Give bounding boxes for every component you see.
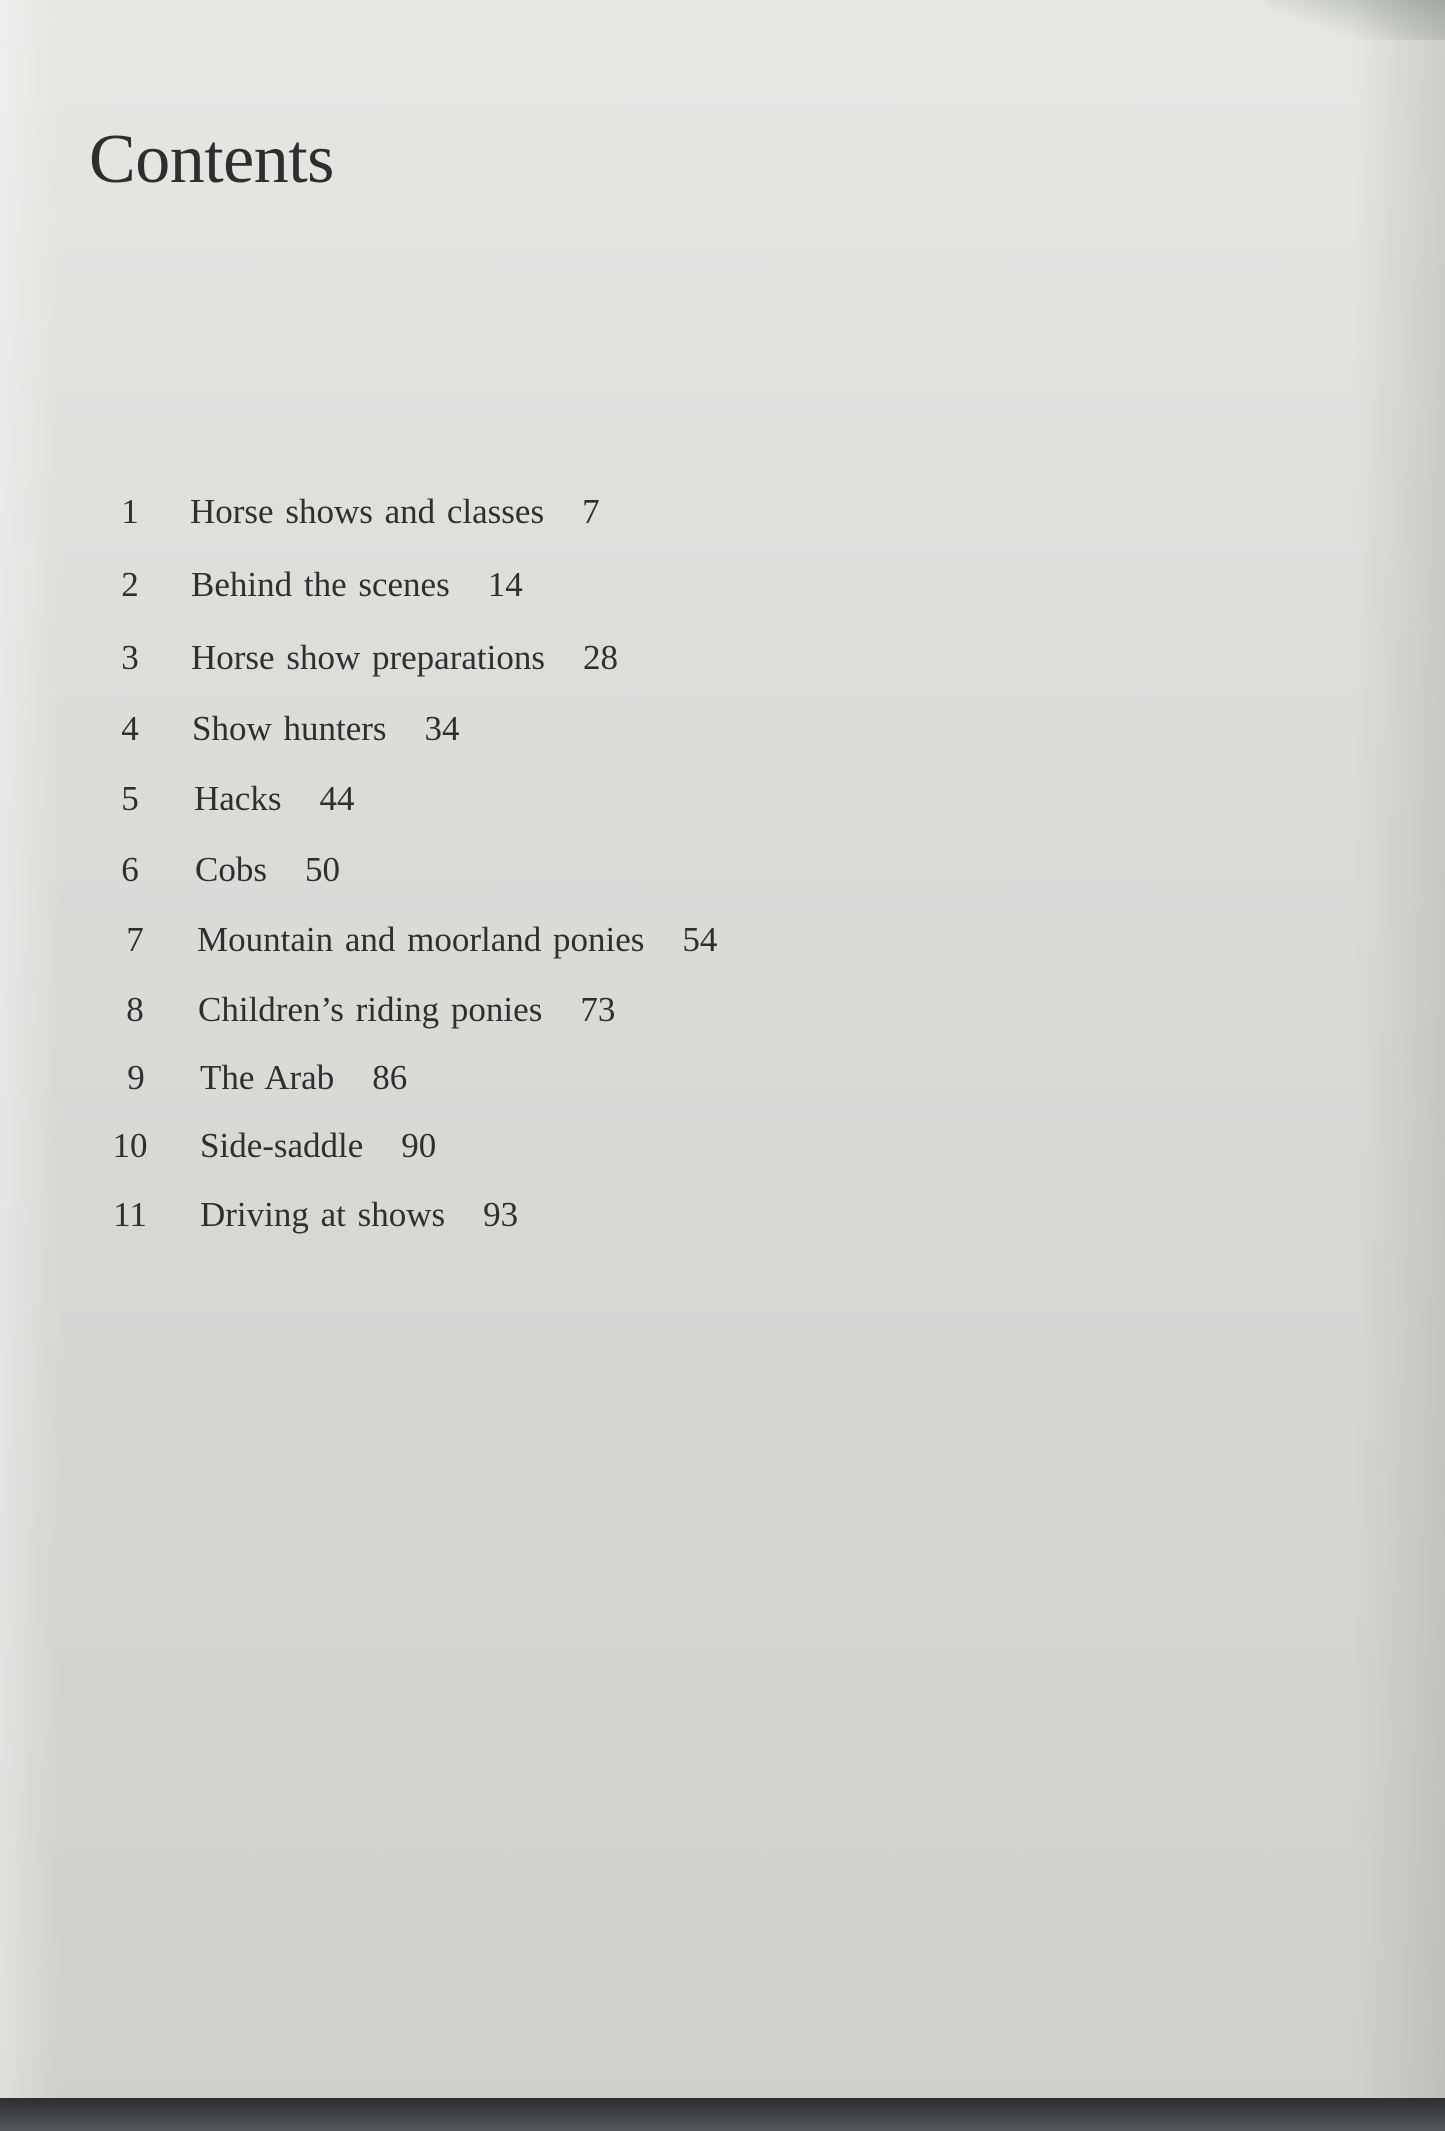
chapter-title: Driving at shows [200, 1195, 446, 1234]
chapter-page-number: 54 [682, 920, 718, 959]
chapter-title: Cobs [195, 850, 267, 889]
chapter-number: 1 [121, 492, 139, 531]
chapter-page-number: 93 [483, 1195, 519, 1234]
chapter-title: Children’s riding ponies [198, 990, 543, 1029]
page-title: Contents [89, 121, 334, 198]
chapter-page-number: 86 [372, 1058, 408, 1097]
page-bottom-edge [0, 2098, 1445, 2131]
chapter-title: Show hunters [192, 709, 387, 748]
chapter-number: 9 [127, 1058, 145, 1097]
chapter-title-line [200, 1124, 436, 1168]
chapter-title-line [192, 707, 460, 751]
chapter-title-line [191, 563, 523, 607]
chapter-title: Mountain and moorland ponies [197, 920, 645, 959]
chapter-title-line [200, 1056, 407, 1100]
chapter-number: 2 [121, 565, 139, 604]
chapter-page-number: 34 [424, 709, 460, 748]
chapter-title-line [200, 1193, 518, 1237]
chapter-page-number: 50 [304, 850, 340, 889]
chapter-number: 11 [113, 1195, 147, 1234]
chapter-title-line [197, 918, 717, 962]
chapter-title: Horse shows and classes [190, 492, 545, 531]
chapter-title: Hacks [194, 779, 282, 818]
chapter-title-line [195, 848, 340, 892]
chapter-title: Horse show preparations [191, 638, 545, 677]
chapter-page-number: 90 [401, 1126, 437, 1165]
chapter-title-line [191, 636, 618, 680]
chapter-number: 7 [126, 920, 144, 959]
chapter-title-line [190, 490, 600, 534]
chapter-page-number: 44 [319, 779, 355, 818]
chapter-page-number: 73 [580, 990, 616, 1029]
chapter-number: 10 [112, 1126, 148, 1165]
chapter-title-line [198, 988, 615, 1032]
chapter-title-line [194, 777, 354, 821]
chapter-title: The Arab [200, 1058, 335, 1097]
chapter-page-number: 14 [487, 565, 523, 604]
chapter-page-number: 28 [582, 638, 618, 677]
chapter-number: 8 [126, 990, 144, 1029]
chapter-page-number: 7 [582, 492, 600, 531]
chapter-number: 3 [121, 638, 139, 677]
chapter-number: 6 [121, 850, 139, 889]
chapter-number: 5 [121, 779, 139, 818]
chapter-number: 4 [121, 709, 139, 748]
chapter-title: Behind the scenes [191, 565, 450, 604]
chapter-title: Side-saddle [200, 1126, 364, 1165]
